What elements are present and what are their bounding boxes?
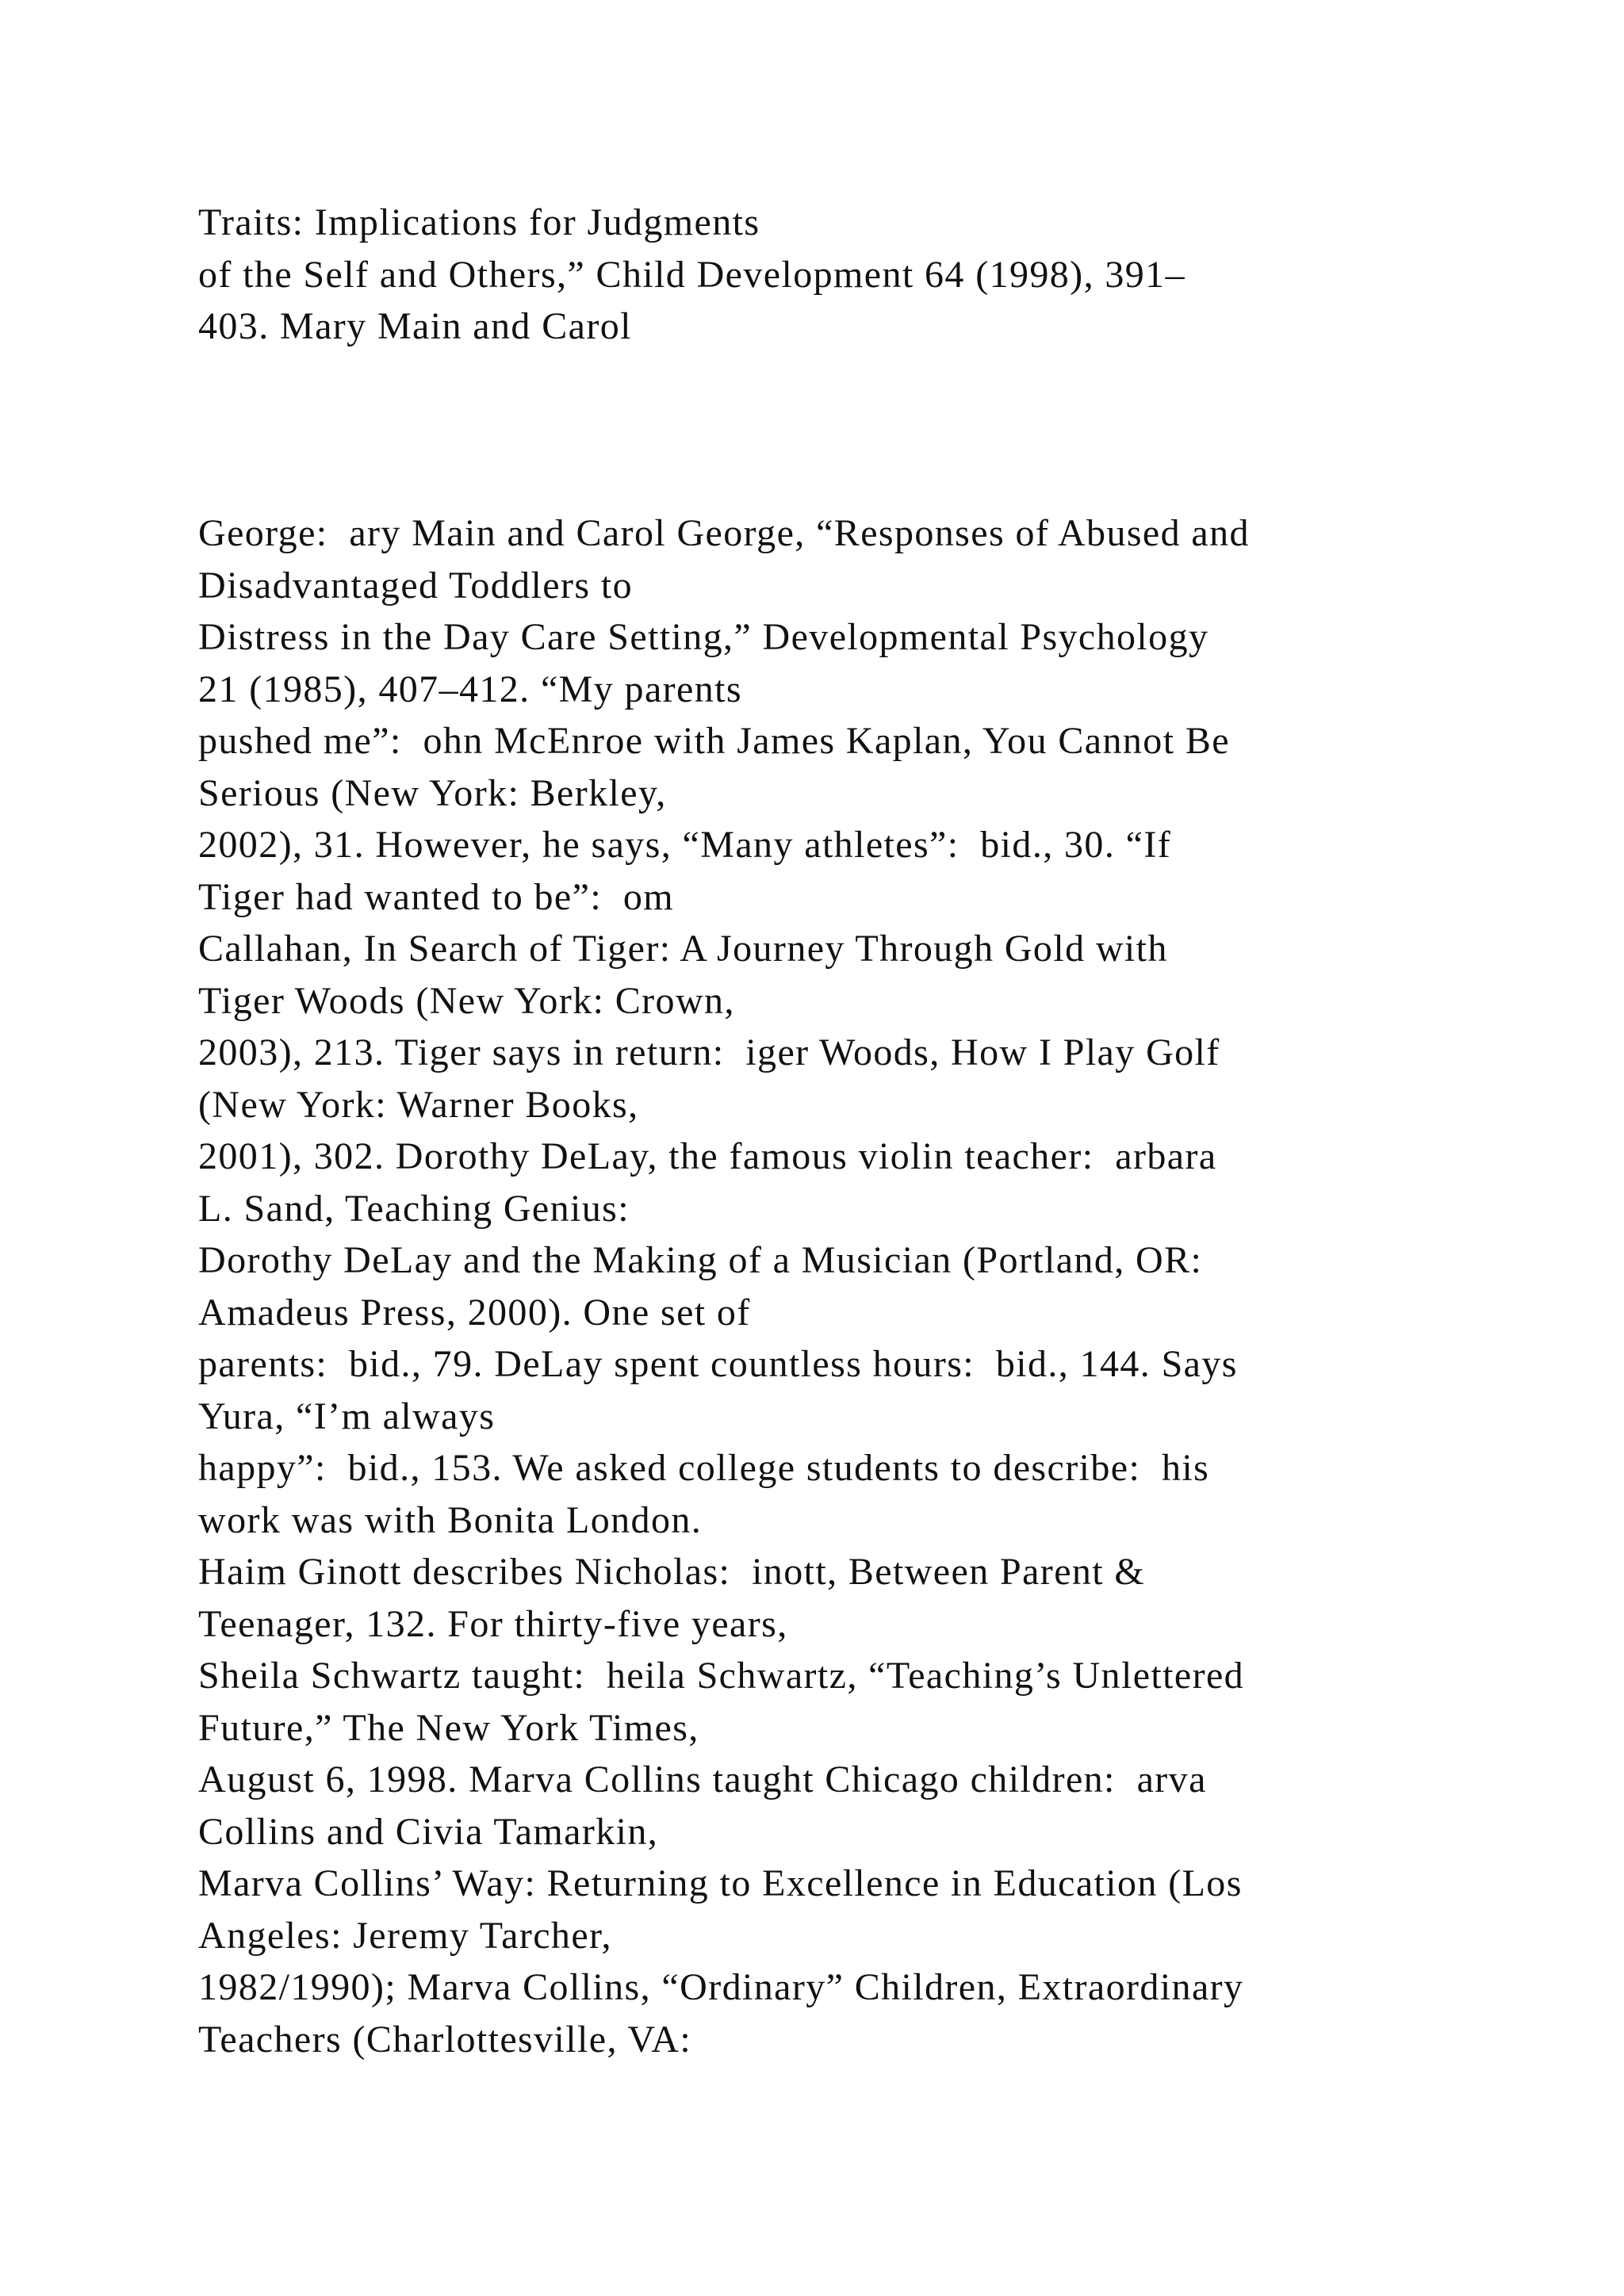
text-line: Teenager, 132. For thirty-five years, xyxy=(198,1602,788,1645)
text-line: (New York: Warner Books, xyxy=(198,1083,639,1126)
text-line: 2001), 302. Dorothy DeLay, the famous violin teacher: arbara xyxy=(198,1135,1217,1177)
text-line: 21 (1985), 407–412. “My parents xyxy=(198,668,742,710)
text-line: Collins and Civia Tamarkin, xyxy=(198,1810,659,1853)
text-line: Yura, “I’m always xyxy=(198,1395,496,1437)
text-line: L. Sand, Teaching Genius: xyxy=(198,1187,630,1230)
text-line: August 6, 1998. Marva Collins taught Chicago children: arva xyxy=(198,1758,1207,1800)
text-line: Angeles: Jeremy Tarcher, xyxy=(198,1914,612,1957)
text-line: Teachers (Charlottesville, VA: xyxy=(198,2018,692,2061)
text-line: Future,” The New York Times, xyxy=(198,1706,699,1749)
text-line: 2002), 31. However, he says, “Many athletes”: bid., 30. “If xyxy=(198,824,1172,866)
text-line: Marva Collins’ Way: Returning to Excellence in Education (Los xyxy=(198,1862,1243,1904)
text-line: happy”: bid., 153. We asked college students to describe: his xyxy=(198,1447,1210,1489)
text-line: Disadvantaged Toddlers to xyxy=(198,564,633,607)
text-line: 1982/1990); Marva Collins, “Ordinary” Children, Extraordinary xyxy=(198,1966,1244,2008)
text-line: work was with Bonita London. xyxy=(198,1498,703,1541)
text-line: pushed me”: ohn McEnroe with James Kaplan, You Cannot Be xyxy=(198,720,1230,762)
text-line: Distress in the Day Care Setting,” Developmental Psychology xyxy=(198,616,1209,658)
text-line: of the Self and Others,” Child Development 64 (1998), 391– xyxy=(198,253,1185,296)
text-line: Callahan, In Search of Tiger: A Journey Through Gold with xyxy=(198,928,1168,970)
text-line: parents: bid., 79. DeLay spent countless hours: bid., 144. Says xyxy=(198,1343,1238,1385)
text-line: Tiger Woods (New York: Crown, xyxy=(198,979,735,1022)
text-line: 2003), 213. Tiger says in return: iger Woods, How I Play Golf xyxy=(198,1031,1220,1073)
text-line: Sheila Schwartz taught: heila Schwartz, “Teaching’s Unlettered xyxy=(198,1655,1245,1697)
text-block-main xyxy=(198,507,1483,2065)
text-line: Haim Ginott describes Nicholas: inott, Between Parent & xyxy=(198,1551,1146,1593)
text-line: Dorothy DeLay and the Making of a Musician (Portland, OR: xyxy=(198,1239,1203,1281)
text-line: Serious (New York: Berkley, xyxy=(198,771,667,814)
text-line: Tiger had wanted to be”: om xyxy=(198,875,674,918)
text-line: Traits: Implications for Judgments xyxy=(198,201,760,243)
text-block-top xyxy=(198,197,1483,353)
text-line: 403. Mary Main and Carol xyxy=(198,305,632,347)
text-line: Amadeus Press, 2000). One set of xyxy=(198,1291,751,1334)
text-line: George: ary Main and Carol George, “Responses of Abused and xyxy=(198,512,1250,554)
